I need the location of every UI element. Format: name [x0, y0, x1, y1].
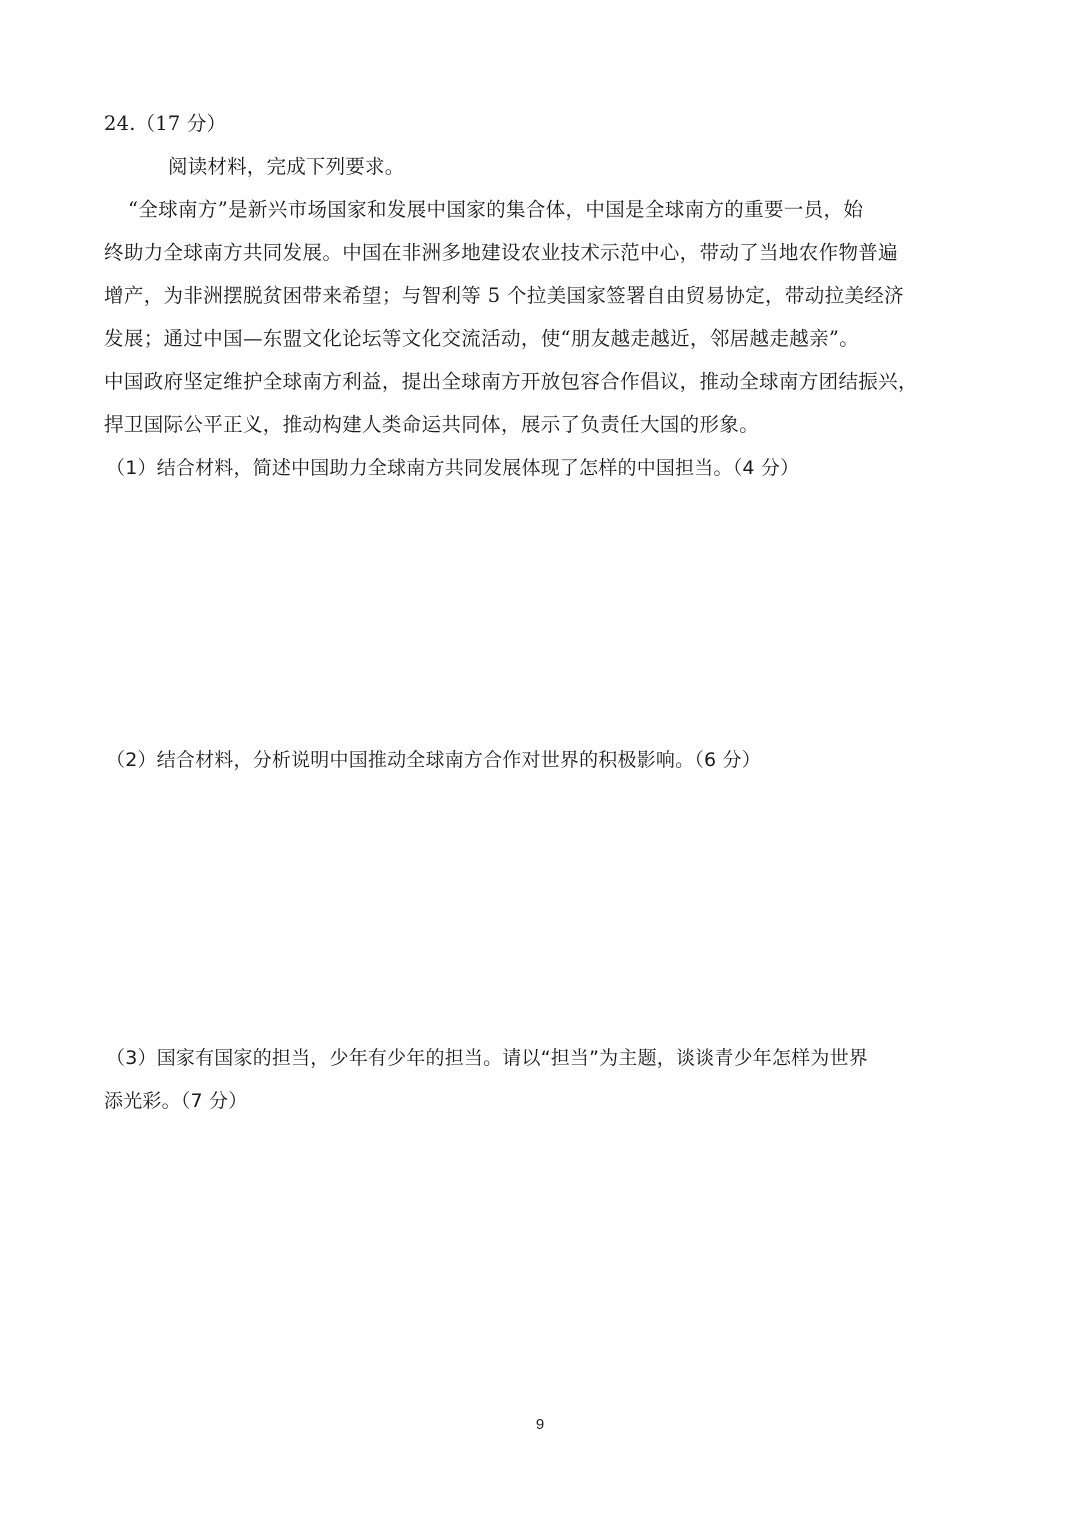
page-number: 9 — [535, 1416, 545, 1433]
sub-question-1: （1）结合材料，简述中国助力全球南方共同发展体现了怎样的中国担当。（4 分） — [106, 457, 800, 479]
sub-question-3: （3）国家有国家的担当，少年有少年的担当。请以“担当”为主题，谈谈青少年怎样为世界 — [106, 1047, 868, 1069]
sub-question-3-continued: 添光彩。（7 分） — [104, 1090, 248, 1112]
material-line: “全球南方”是新兴市场国家和发展中国家的集合体，中国是全球南方的重要一员，始 — [128, 198, 864, 221]
question-header: 24.（17 分） — [104, 112, 227, 135]
material-line: 中国政府坚定维护全球南方利益，提出全球南方开放包容合作倡议，推动全球南方团结振兴， — [104, 370, 918, 393]
sub-question-2: （2）结合材料，分析说明中国推动全球南方合作对世界的积极影响。（6 分） — [106, 749, 761, 771]
material-line: 终助力全球南方共同发展。中国在非洲多地建设农业技术示范中心，带动了当地农作物普遍 — [104, 241, 899, 264]
material-line: 发展；通过中国—东盟文化论坛等文化交流活动，使“朋友越走越近，邻居越走越亲”。 — [104, 327, 860, 350]
instruction-text: 阅读材料，完成下列要求。 — [168, 155, 405, 178]
material-line: 捍卫国际公平正义，推动构建人类命运共同体，展示了负责任大国的形象。 — [104, 413, 760, 436]
material-line: 增产，为非洲摆脱贫困带来希望；与智利等 5 个拉美国家签署自由贸易协定，带动拉美经济 — [104, 284, 905, 307]
